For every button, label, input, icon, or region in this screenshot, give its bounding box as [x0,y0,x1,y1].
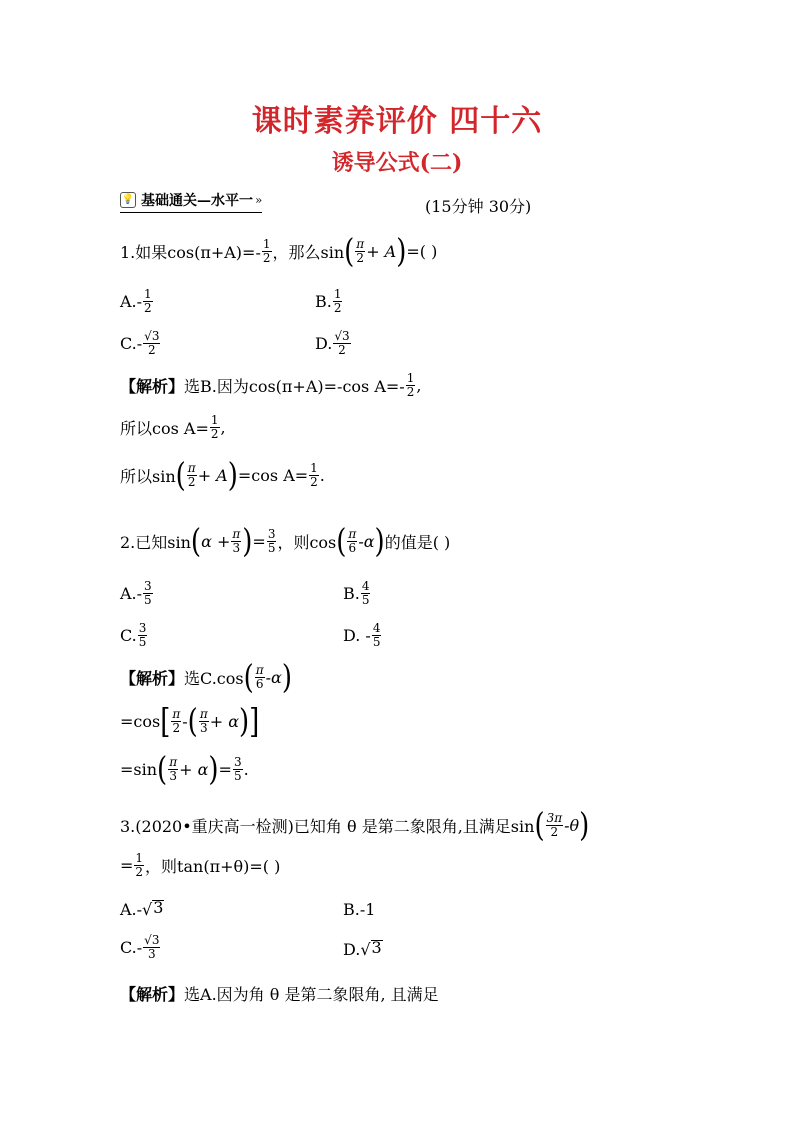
q2-solution-line-1: 【解析】 选C.cos ( $\frac{\pi}{6}$ -α ) [120,658,293,697]
section-label: 基础通关—水平一 [141,193,253,209]
page-subtitle: 诱导公式(二) [331,150,463,176]
solution-tag: 【解析】 [120,377,185,396]
q2-option-d: D. - $\frac{4}{5}$ [343,621,381,649]
q2-option-b: B. $\frac{4}{5}$ [343,579,370,607]
q1-option-b: B. $\frac{1}{2}$ [315,287,342,315]
page-title: 课时素养评价 四十六 [251,104,543,139]
q3-option-d: D. √ 3 [343,938,382,959]
q1-plus-a: + A [366,242,397,261]
lightbulb-icon: 💡 [120,192,136,208]
question-1-stem: 1.如果cos(π+A)=- $\frac{1}{2}$ ，那么sin ( $\frac{\pi}{2}$ + A ) =( ) [120,232,438,271]
q2-option-c: C. $\frac{3}{5}$ [120,621,147,649]
q1-option-a: A.- $\frac{1}{2}$ [120,287,152,315]
q3-option-c: C.- $\frac{√3}{3}$ [120,933,160,961]
time-limit: (15分钟 30分) [425,197,532,216]
q2-solution-line-2: =cos [ $\frac{\pi}{2}$ - ( $\frac{\pi}{3}$ + α ) ] [120,702,260,741]
question-3-stem-2: = $\frac{1}{2}$ ，则tan(π+θ)=( ) [120,851,281,879]
section-header [120,190,262,210]
q3-option-b: B.-1 [343,900,376,919]
q1-text-a: 1.如果cos(π+A)=- [120,243,261,262]
q1-option-c: C.- $\frac{√3}{2}$ [120,329,160,357]
section-underline [120,212,262,213]
q1-fraction: $\frac{1}{2}$ [262,237,271,265]
q3-solution-line-1: 【解析】 选A.因为角 θ 是第二象限角, 且满足 [120,985,439,1004]
q1-option-d: D. $\frac{√3}{2}$ [315,329,350,357]
q1-solution-line-1: 【解析】 选B.因为cos(π+A)=-cos A=- $\frac{1}{2}$ , [120,371,422,399]
q1-text-b: ，那么sin [272,243,345,262]
q2-solution-line-3: =sin ( $\frac{\pi}{3}$ + α ) = $\frac{3}{5}$ . [120,750,249,789]
q1-text-c: =( ) [406,242,438,261]
chevron-right-icon: » [255,193,263,207]
q1-pi-over-2: $\frac{\pi}{2}$ [356,237,365,265]
question-3-stem: 3.(2020•重庆高一检测)已知角 θ 是第二象限角,且满足sin ( $\frac{3\pi}{2}$ -θ ) [120,806,590,845]
q3-option-a: A.- √ 3 [120,898,164,919]
q1-solution-line-2: 所以cos A= $\frac{1}{2}$ , [120,413,226,441]
q1-solution-line-3: 所以sin ( $\frac{\pi}{2}$ + A ) =cos A= $\frac{1}{2}$ . [120,456,325,495]
q2-option-a: A.- $\frac{3}{5}$ [120,579,152,607]
question-2-stem: 2.已知sin ( α + $\frac{\pi}{3}$ ) = $\frac{3}{5}$ ，则cos ( $\frac{\pi}{6}$ -α ) 的值是( ) [120,522,451,561]
